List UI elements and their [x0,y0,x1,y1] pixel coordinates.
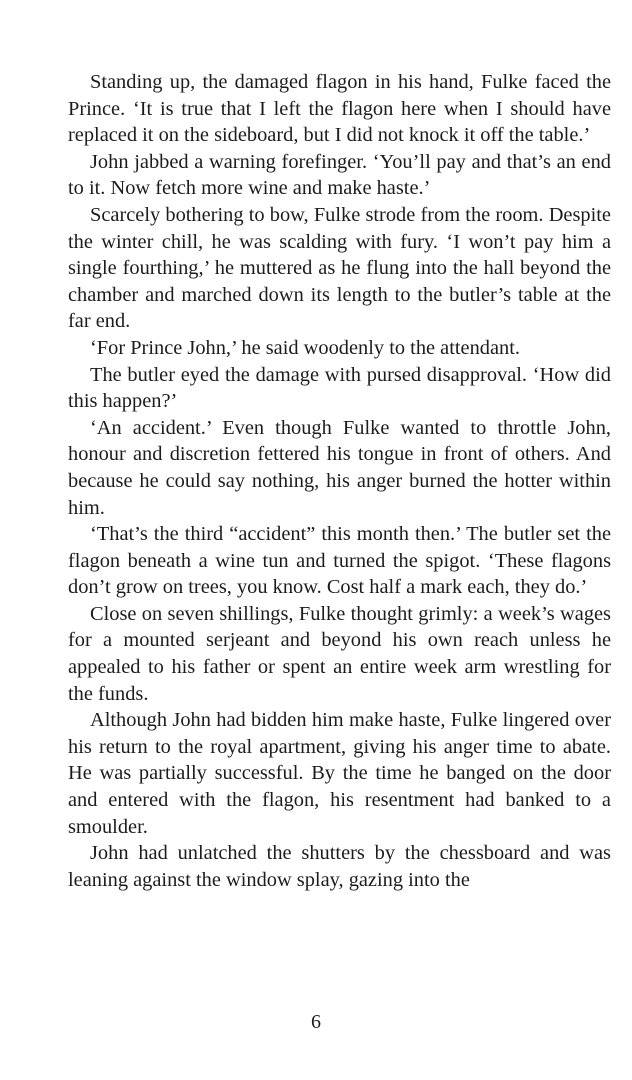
paragraph: The butler eyed the damage with pursed disapproval. ‘How did this happen?’ [68,363,611,413]
paragraph: Scarcely bothering to bow, Fulke strode from the room. Despite the winter chill, he was scalding with fury. ‘I won’t pay him a single fourthing,’ he muttered as he flung into the hall beyond the chamber and marched down its length to the butler’s table at the far end. [68,203,611,333]
paragraph: Close on seven shillings, Fulke thought grimly: a week’s wages for a mounted serjeant and beyond his own reach unless he appealed to his father or spent an entire week arm wrestling for the funds. [68,602,611,705]
paragraph: Standing up, the damaged flagon in his hand, Fulke faced the Prince. ‘It is true that I left the flagon here when I should have replaced it on the sideboard, but I did not knock it off the table.’ [68,71,611,147]
paragraph: ‘For Prince John,’ he said woodenly to the attendant. [90,336,520,359]
paragraph: ‘That’s the third “accident” this month then.’ The butler set the flagon beneath a wine tun and turned the spigot. ‘These flagons don’t grow on trees, you know. Cost half a mark each, they do.’ [68,523,611,599]
paragraph: John jabbed a warning forefinger. ‘You’ll pay and that’s an end to it. Now fetch more wine and make haste.’ [68,150,611,200]
page-number: 6 [311,1011,321,1033]
paragraph: ‘An accident.’ Even though Fulke wanted to throttle John, honour and discretion fettered his tongue in front of others. And because he could say nothing, his anger burned the hotter within him. [68,416,611,519]
body-text [68,69,611,893]
paragraph: Although John had bidden him make haste, Fulke lingered over his return to the royal apartment, giving his anger time to abate. He was partially successful. By the time he banged on the door and entered with the flagon, his resentment had banked to a smoulder. [68,709,611,838]
paragraph: John had unlatched the shutters by the chessboard and was leaning against the window splay, gazing into the [68,842,611,891]
